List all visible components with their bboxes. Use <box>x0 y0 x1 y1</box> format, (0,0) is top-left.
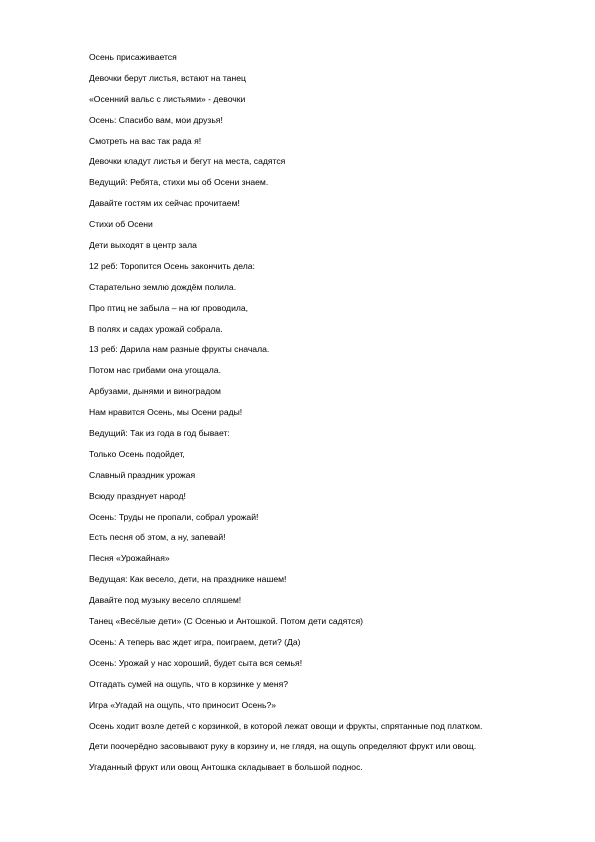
text-line: Давайте гостям их сейчас прочитаем! <box>89 198 240 209</box>
text-line: Игра «Угадай на ощупь, что приносит Осень?» <box>89 699 277 710</box>
text-line: В полях и садах урожай собрала. <box>89 323 223 334</box>
text-line: Угаданный фрукт или овощ Антошка складывает в большой поднос. <box>89 762 363 773</box>
text-line: Нам нравится Осень, мы Осени рады! <box>89 407 243 418</box>
text-line: Осень: Труды не пропали, собрал урожай! <box>89 511 259 522</box>
text-line: Дети выходят в центр зала <box>89 240 197 251</box>
text-line: Старательно землю дождём полила. <box>89 281 237 292</box>
text-line: Осень: Спасибо вам, мои друзья! <box>89 114 223 125</box>
text-line: Давайте под музыку весело спляшем! <box>89 595 242 606</box>
text-line: Осень присаживается <box>89 52 177 62</box>
text-line: Девочки берут листья, встают на танец <box>89 72 246 83</box>
text-line: Смотреть на вас так рада я! <box>89 135 202 146</box>
text-line: Славный праздник урожая <box>89 469 196 480</box>
text-line: Есть песня об этом, а ну, запевай! <box>89 532 226 543</box>
text-line: Про птиц не забыла – на юг проводила, <box>89 302 249 313</box>
text-line: Ведущий: Так из года в год бывает: <box>89 428 230 439</box>
text-line: Ведущий: Ребята, стихи мы об Осени знаем. <box>89 177 269 188</box>
text-line: Танец «Весёлые дети» (С Осенью и Антошкой. Потом дети садятся) <box>89 616 363 627</box>
text-line: Арбузами, дынями и виноградом <box>89 386 221 397</box>
text-line: 13 реб: Дарила нам разные фрукты сначала. <box>89 344 270 355</box>
text-line: Ведущая: Как весело, дети, на празднике нашем! <box>89 574 287 585</box>
text-line: Песня «Урожайная» <box>89 553 170 564</box>
text-line: Осень: Урожай у нас хороший, будет сыта вся семья! <box>89 657 303 668</box>
text-line: Всюду празднует народ! <box>89 490 186 501</box>
text-line: «Осенний вальс с листьями» - девочки <box>89 93 246 104</box>
text-line: Потом нас грибами она угощала. <box>89 365 221 376</box>
text-line: Осень: А теперь вас ждет игра, поиграем, дети? (Да) <box>89 636 301 647</box>
text-line: Стихи об Осени <box>89 219 153 230</box>
text-line: Только Осень подойдет, <box>89 448 185 459</box>
text-line: Дети поочерёдно засовывают руку в корзину и, не глядя, на ощупь определяют фрукт или овощ. <box>89 741 477 752</box>
text-line: Отгадать сумей на ощупь, что в корзинке у меня? <box>89 678 289 689</box>
text-line: Осень ходит возле детей с корзинкой, в которой лежат овощи и фрукты, спрятанные под платком. <box>89 720 483 731</box>
text-line: Девочки кладут листья и бегут на места, садятся <box>89 156 286 167</box>
document-page <box>89 52 559 783</box>
text-line: 12 реб: Торопится Осень закончить дела: <box>89 260 255 271</box>
